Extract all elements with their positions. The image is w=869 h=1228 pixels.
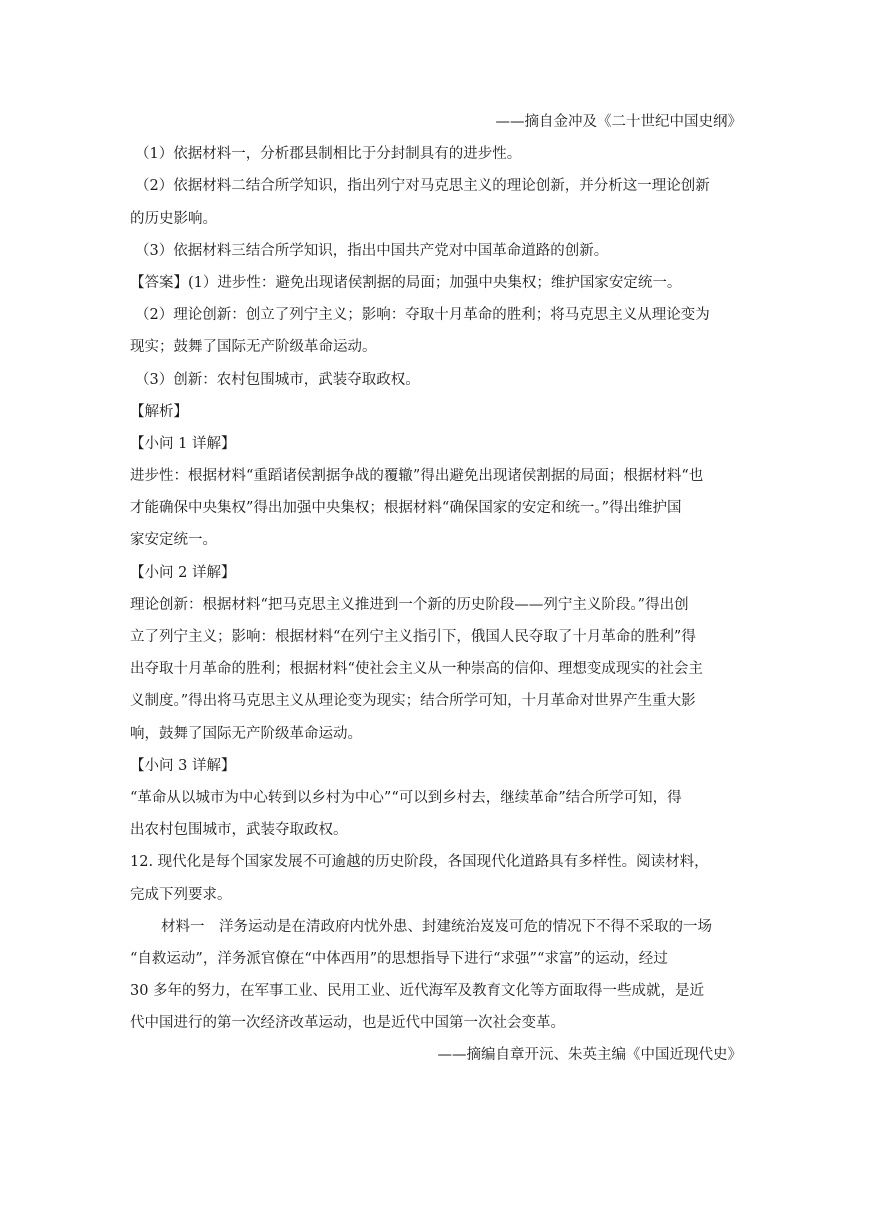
material-1-source: ——摘编自章开沅、朱英主编《中国近现代史》 xyxy=(437,1047,742,1064)
explanation-1-line-1: 进步性：根据材料“重蹈诸侯割据争战的覆辙”得出避免出现诸侯割据的局面；根据材料“也 xyxy=(130,468,704,485)
explanation-1-line-2: 才能确保中央集权”得出加强中央集权；根据材料“确保国家的安定和统一。”得出维护国 xyxy=(130,500,682,517)
answer-2: （2）理论创新：创立了列宁主义；影响：夺取十月革命的胜利；将马克思主义从理论变为 xyxy=(135,307,710,324)
question-12-line-1: 12. 现代化是每个国家发展不可逾越的历史阶段，各国现代化道路具有多样性。阅读材料， xyxy=(130,854,709,871)
source-citation: ——摘自金冲及《二十世纪中国史纲》 xyxy=(495,114,742,130)
sub-question-1-heading: 【小问 1 详解】 xyxy=(130,435,236,452)
explanation-2-line-1: 理论创新：根据材料“把马克思主义推进到一个新的历史阶段——列宁主义阶段。”得出创 xyxy=(130,596,689,613)
explanation-2-line-4: 义制度。”得出将马克思主义从理论变为现实；结合所学可知，十月革命对世界产生重大影 xyxy=(130,693,696,710)
answer-2-cont: 现实；鼓舞了国际无产阶级革命运动。 xyxy=(130,339,377,356)
document-page xyxy=(130,106,742,1072)
answer-heading: 【答案】(1）进步性：避免出现诸侯割据的局面；加强中央集权；维护国家安定统一。 xyxy=(130,274,682,291)
analysis-heading: 【解析】 xyxy=(130,403,188,420)
material-1-line-3: 30 多年的努力，在军事工业、民用工业、近代海军及教育文化等方面取得一些成就，是近 xyxy=(130,983,705,1000)
sub-question-3-heading: 【小问 3 详解】 xyxy=(130,757,236,774)
explanation-3-line-1: “革命从以城市为中心转到以乡村为中心”“可以到乡村去，继续革命”结合所学可知，得 xyxy=(130,789,682,806)
explanation-1-line-3: 家安定统一。 xyxy=(130,532,217,549)
explanation-2-line-3: 出夺取十月革命的胜利；根据材料“使社会主义从一种崇高的信仰、理想变成现实的社会主 xyxy=(130,661,703,678)
material-1-line-4: 代中国进行的第一次经济改革运动，也是近代中国第一次社会变革。 xyxy=(130,1015,565,1032)
question-1: （1）依据材料一，分析郡县制相比于分封制具有的进步性。 xyxy=(135,146,522,163)
explanation-2-line-2: 立了列宁主义；影响：根据材料“在列宁主义指引下，俄国人民夺取了十月革命的胜利”得 xyxy=(130,629,696,645)
material-1-line-1: 材料一 洋务运动是在清政府内忧外患、封建统治岌岌可危的情况下不得不采取的一场 xyxy=(161,918,712,935)
question-2-cont: 的历史影响。 xyxy=(130,210,217,227)
answer-3: （3）创新：农村包围城市，武装夺取政权。 xyxy=(135,371,420,388)
sub-question-2-heading: 【小问 2 详解】 xyxy=(130,564,236,581)
explanation-3-line-2: 出农村包围城市，武装夺取政权。 xyxy=(130,822,348,839)
question-3: （3）依据材料三结合所学知识，指出中国共产党对中国革命道路的创新。 xyxy=(135,242,609,259)
explanation-2-line-5: 响，鼓舞了国际无产阶级革命运动。 xyxy=(130,725,362,742)
question-12-line-2: 完成下列要求。 xyxy=(130,886,232,903)
question-2: （2）依据材料二结合所学知识，指出列宁对马克思主义的理论创新，并分析这一理论创新 xyxy=(135,178,710,195)
material-1-line-2: “自救运动”，洋务派官僚在“中体西用”的思想指导下进行“求强”“求富”的运动，经过 xyxy=(130,950,668,967)
